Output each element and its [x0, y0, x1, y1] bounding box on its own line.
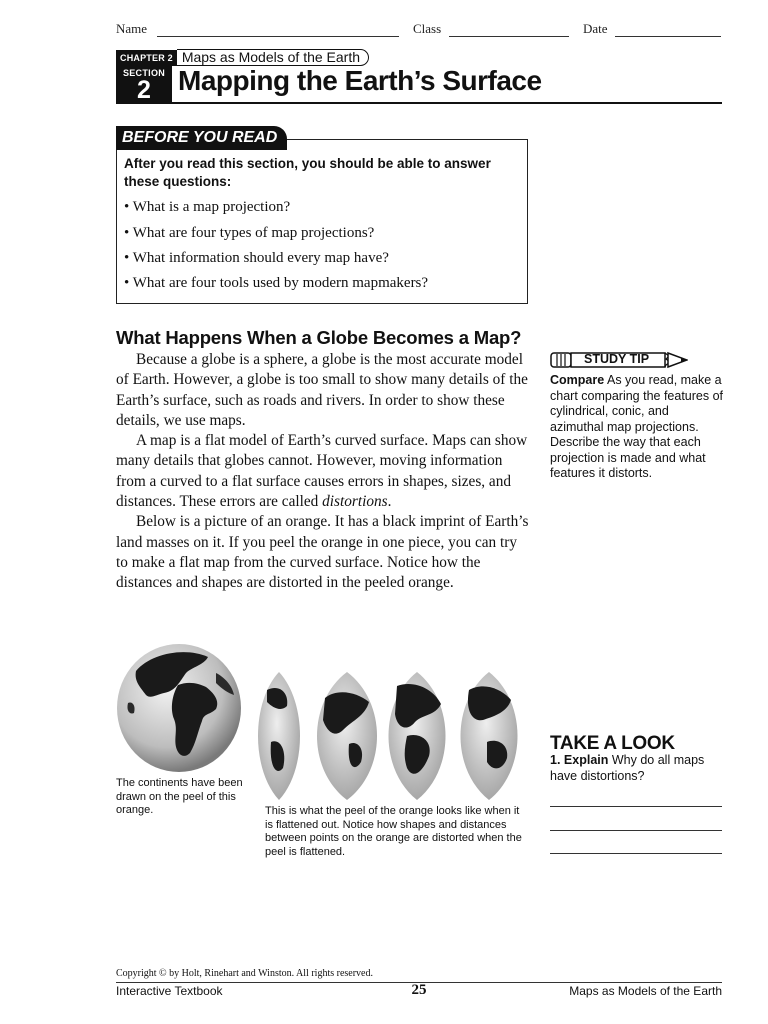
name-field[interactable] — [157, 36, 399, 37]
class-field[interactable] — [449, 36, 569, 37]
answer-line[interactable] — [550, 853, 722, 854]
take-a-look-keyword: Explain — [563, 753, 609, 767]
question-item: • What are four types of map projections? — [124, 225, 375, 241]
study-tip-keyword: Compare — [550, 373, 605, 387]
section-badge — [116, 66, 172, 104]
chapter-title: Maps as Models of the Earth — [177, 49, 369, 66]
answer-line[interactable] — [550, 830, 722, 831]
class-label: Class — [413, 21, 442, 36]
section-word: SECTION — [122, 68, 166, 78]
name-label: Name — [116, 21, 148, 36]
section-number: 2 — [137, 76, 151, 104]
orange-peel-image — [257, 672, 529, 805]
take-a-look-question: 1. Explain Why do all maps have distortions? — [550, 753, 705, 783]
chapter-tag — [116, 49, 369, 66]
question-item: • What information should every map have? — [124, 250, 389, 266]
globe-image — [116, 643, 242, 778]
vocab-term: distortions — [322, 493, 388, 511]
globe-caption: The continents have been drawn on the peel of this orange. — [116, 777, 243, 816]
take-a-look-heading: TAKE A LOOK — [550, 733, 675, 754]
page-title: Mapping the Earth’s Surface — [178, 65, 542, 96]
before-you-read-heading: BEFORE YOU READ — [116, 126, 287, 150]
chapter-number: CHAPTER 2 — [116, 50, 177, 66]
study-tip-label: STUDY TIP — [584, 352, 650, 366]
title-divider — [172, 102, 722, 104]
paragraph: Because a globe is a sphere, a globe is the most accurate model of Earth. However, a globe is too small to show many details of the Earth’s surface, such as roads and rivers. In order to show these details, we use maps. — [116, 351, 528, 429]
copyright: Copyright © by Holt, Rinehart and Winston. All rights reserved. — [116, 968, 373, 979]
body-text — [116, 350, 530, 594]
footer-chapter-title: Maps as Models of the Earth — [569, 984, 722, 998]
answer-line[interactable] — [550, 806, 722, 807]
question-item: • What are four tools used by modern mapmakers? — [124, 275, 429, 291]
date-label: Date — [583, 21, 608, 36]
before-you-read-intro: After you read this section, you should be able to answer these questions: — [124, 156, 491, 189]
peel-caption: This is what the peel of the orange looks like when it is flattened out. Notice how shapes and distances between points on the orange are distorted when the peel is flattened. — [265, 805, 522, 858]
date-field[interactable] — [615, 36, 721, 37]
study-tip-text: Compare As you read, make a chart comparing the features of cylindrical, conic, and azimuthal map projections. Describe the way that each projection is made and what features it distorts. — [550, 373, 724, 480]
page-number: 25 — [411, 982, 427, 998]
paragraph: A map is a flat model of Earth’s curved surface. Maps can show many details that globes cannot. However, moving information from a curved to a flat surface causes errors in shapes, sizes, and distances. These errors are called distortions. — [116, 432, 528, 511]
section-heading: What Happens When a Globe Becomes a Map? — [116, 327, 522, 348]
paragraph: Below is a picture of an orange. It has a black imprint of Earth’s land masses on it. If you peel the orange in one piece, you can try to make a flat map from the curved surface. Notice how the distances and shapes are distorted in the peeled orange. — [116, 513, 529, 592]
footer-book-title: Interactive Textbook — [116, 984, 223, 998]
question-item: • What is a map projection? — [124, 199, 291, 215]
